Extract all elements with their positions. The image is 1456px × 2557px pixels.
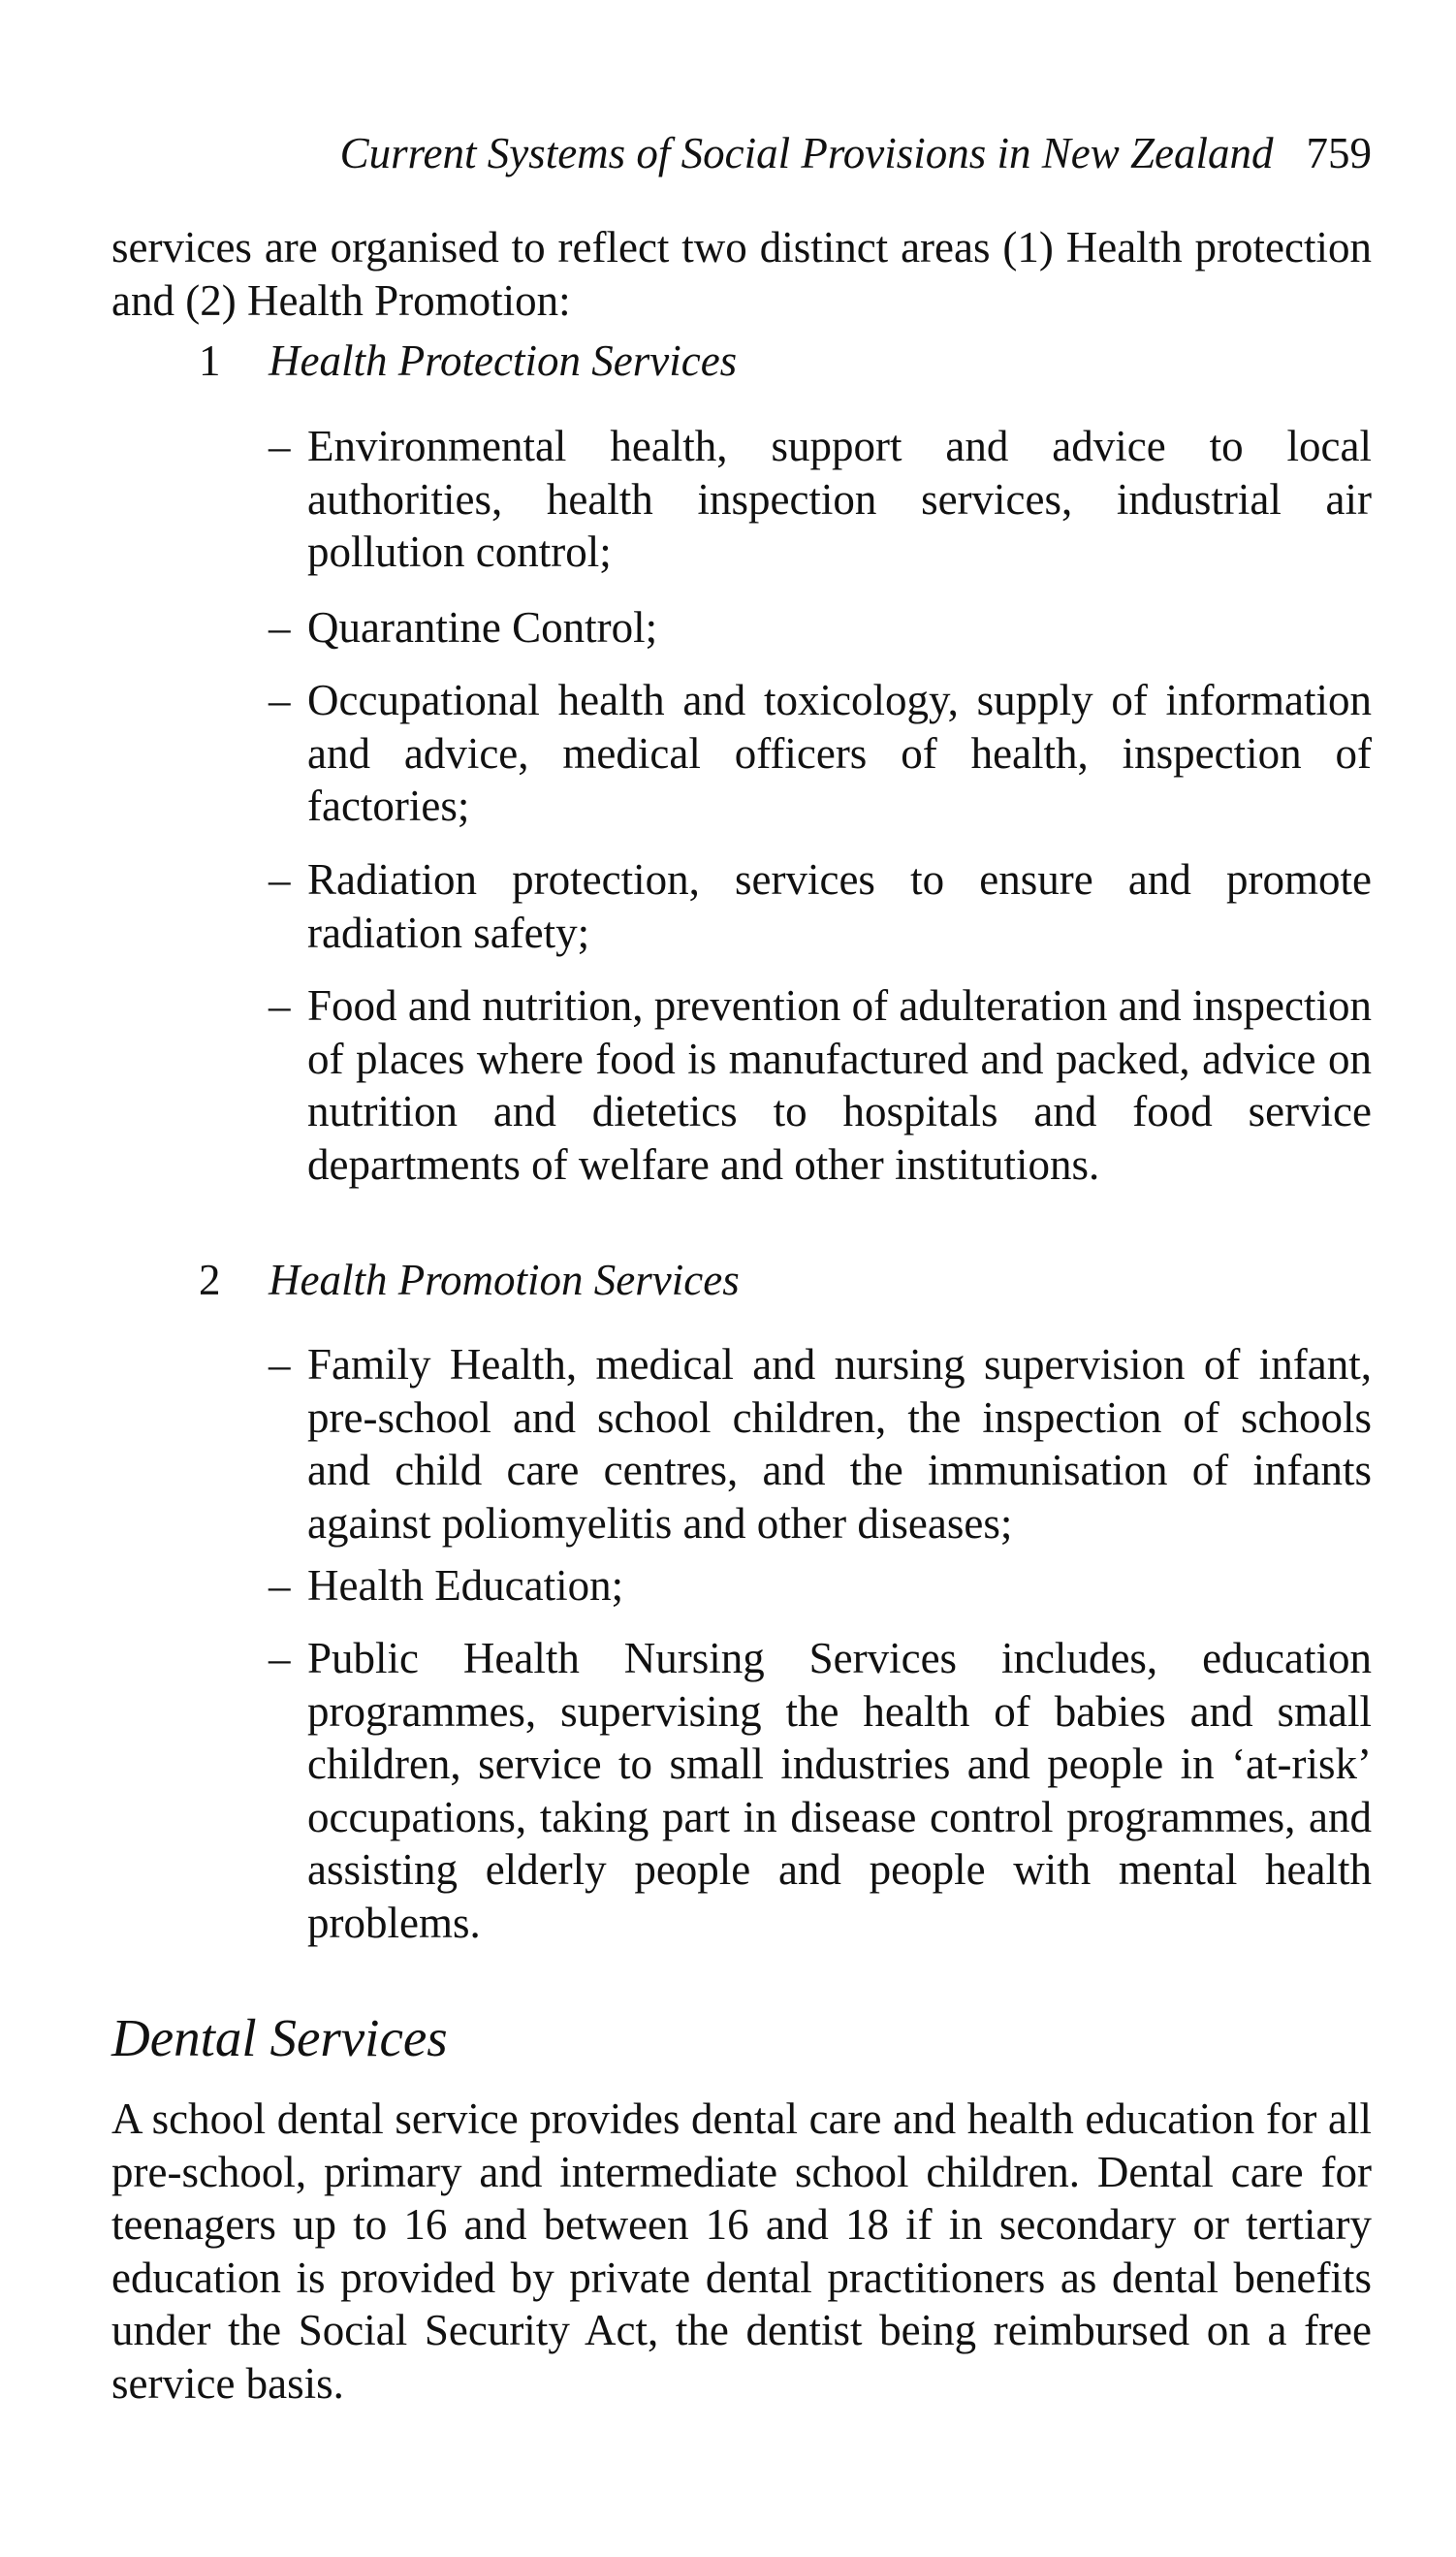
dental-services-paragraph: A school dental service provides dental care and health education for all pre-school, primary and intermediate school children. Dental care for teenagers up to 16 and between 16 and 18 if in secondary or tertiary education is provided by private dental practitioners as dental benefits under the Social Security Act, the dentist being reimbursed on a free service basis. xyxy=(111,2094,1372,2408)
list-item xyxy=(111,1632,1372,1949)
dash-marker: – xyxy=(269,855,291,904)
dash-marker: – xyxy=(269,981,291,1030)
list-item xyxy=(111,674,1372,833)
list-item-text: Radiation protection, services to ensure and promote radiation safety; xyxy=(307,855,1372,957)
list-item xyxy=(111,601,1372,655)
section-number: 1 xyxy=(199,336,221,385)
running-title: Current Systems of Social Provisions in New Zealand xyxy=(339,129,1274,177)
dental-services-heading: Dental Services xyxy=(111,2008,448,2067)
section-number: 2 xyxy=(199,1256,221,1304)
section-health-protection xyxy=(111,335,1372,388)
list-item xyxy=(111,420,1372,579)
intro-paragraph: services are organised to reflect two distinct areas (1) Health protection and (2) Health Promotion: xyxy=(111,223,1372,325)
list-item-text: Health Education; xyxy=(307,1561,624,1610)
section-title: Health Protection Services xyxy=(269,336,738,385)
list-item-text: Environmental health, support and advice to local authorities, health inspection services, industrial air pollution control; xyxy=(307,422,1372,576)
dash-marker: – xyxy=(269,1634,291,1682)
dash-marker: – xyxy=(269,422,291,470)
list-item xyxy=(111,979,1372,1191)
list-item-text: Food and nutrition, prevention of adulteration and inspection of places where food is manufactured and packed, advice on nutrition and dietetics to hospitals and food service departments of welfare and other institutions. xyxy=(307,981,1372,1189)
list-item xyxy=(111,853,1372,959)
section-heading xyxy=(111,335,1372,388)
dash-marker: – xyxy=(269,676,291,724)
running-header xyxy=(111,124,1372,182)
page-number: 759 xyxy=(1306,129,1372,177)
list-item-text: Family Health, medical and nursing supervision of infant, pre-school and school children, the inspection of schools and child care centres, and the immunisation of infants against poliomyelitis and other diseases; xyxy=(307,1340,1372,1548)
dash-marker: – xyxy=(269,603,291,652)
dash-marker: – xyxy=(269,1340,291,1389)
section-title: Health Promotion Services xyxy=(269,1256,740,1304)
dash-marker: – xyxy=(269,1561,291,1610)
list-item xyxy=(111,1338,1372,1550)
section-health-promotion xyxy=(111,1254,1372,1307)
list-item-text: Public Health Nursing Services includes, education programmes, supervising the health of babies and small children, service to small industries and people in ‘at-risk’ occupations, taking part in disease control programmes, and assisting elderly people and people with mental health problems. xyxy=(307,1634,1372,1947)
section-heading xyxy=(111,1254,1372,1307)
list-item-text: Occupational health and toxicology, supply of information and advice, medical officers of health, inspection of factories; xyxy=(307,676,1372,830)
list-item-text: Quarantine Control; xyxy=(307,603,658,652)
list-item xyxy=(111,1559,1372,1613)
